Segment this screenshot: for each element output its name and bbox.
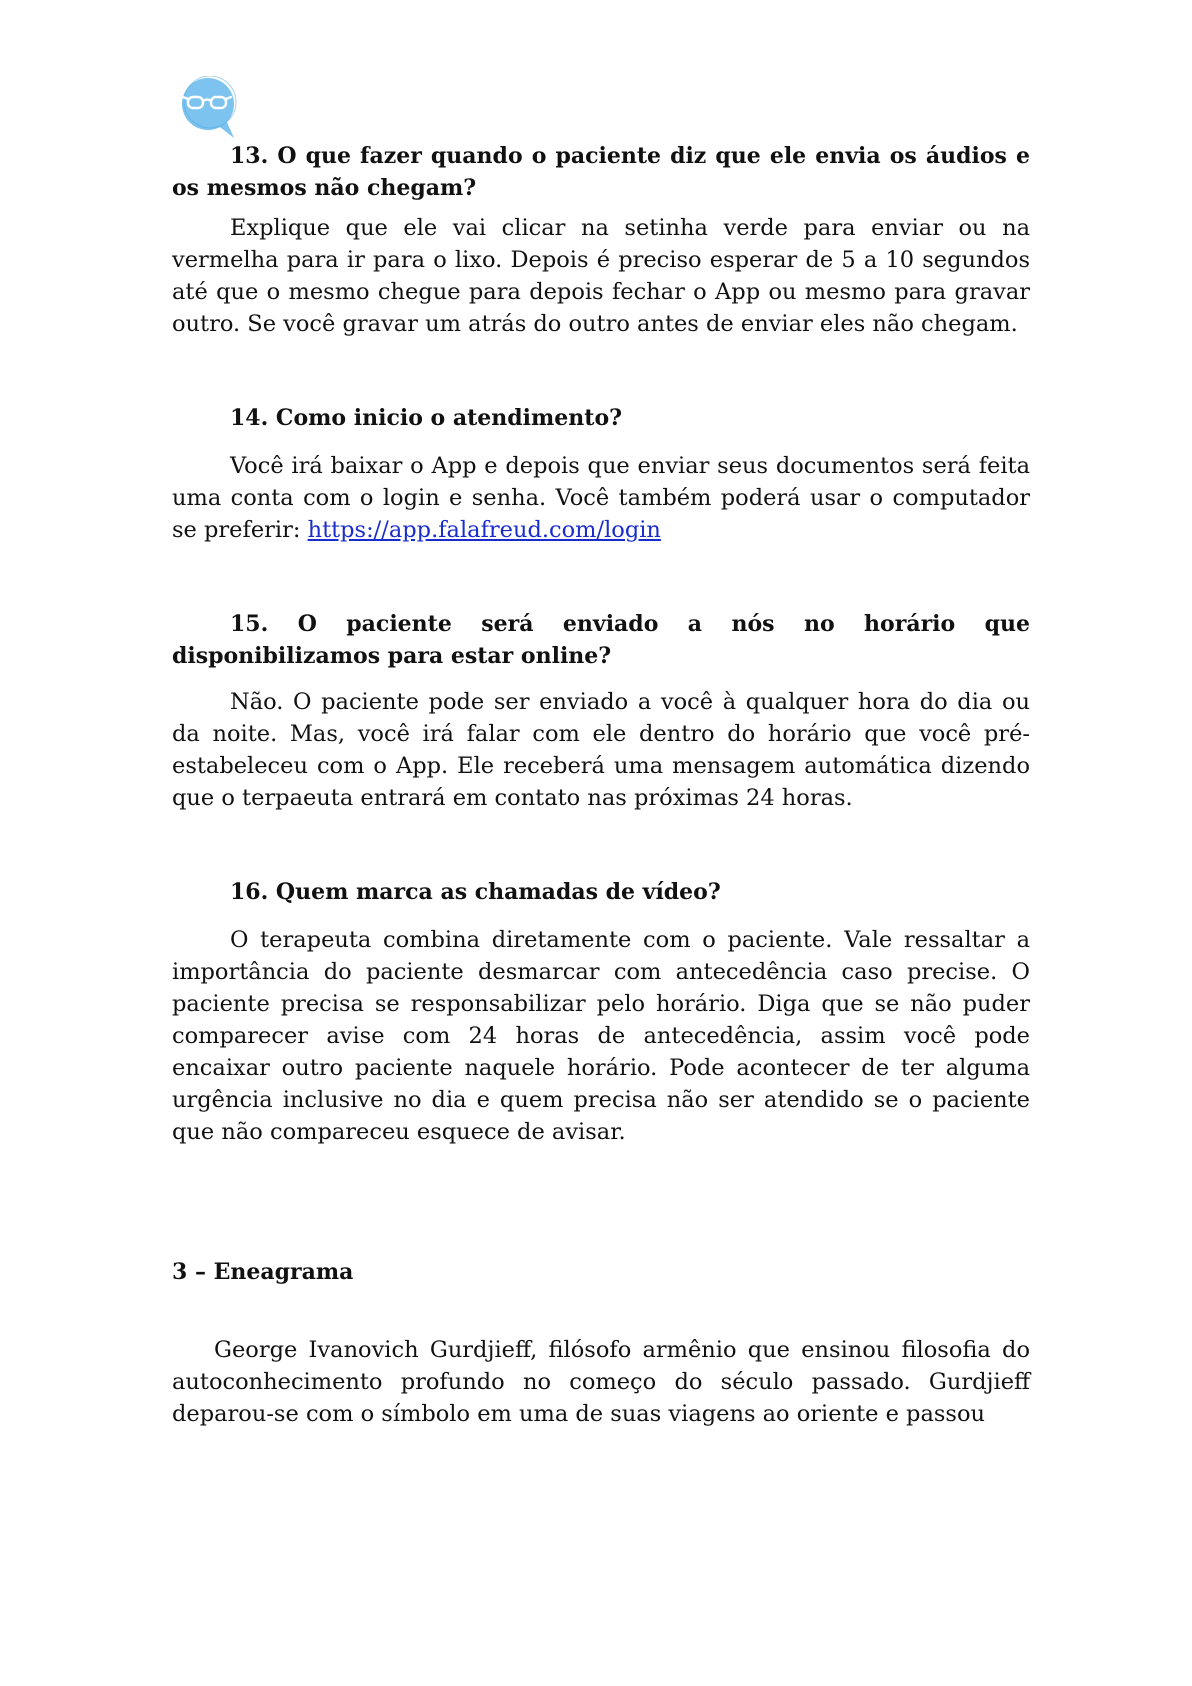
answer-16: O terapeuta combina diretamente com o paciente. Vale ressaltar a importância do paciente desmarcar com antecedência caso precise. O paciente precisa se responsabilizar pelo horário. Diga que se não puder comparecer avise com 24 horas de antecedência, assim você pode encaixar outro paciente naquele horário. Pode acontecer de ter alguma urgência inclusive no dia e quem precisa não ser atendido se o paciente que não compareceu esquece de avisar. [172, 927, 1030, 1145]
section-title: 3 – Eneagrama [172, 1259, 354, 1285]
answer-14-text: Você irá baixar o App e depois que enviar seus documentos será feita uma conta com o login e senha. Você também poderá usar o computador se preferir: [172, 453, 1030, 543]
answer-13: Explique que ele vai clicar na setinha verde para enviar ou na vermelha para ir para o lixo. Depois é preciso esperar de 5 a 10 segundos até que o mesmo chegue para depois fechar o App ou mesmo para gravar outro. Se você gravar um atrás do outro antes de enviar eles não chegam. [172, 215, 1030, 337]
speech-bubble-glasses-icon [176, 76, 244, 140]
question-15: 15. O paciente será enviado a nós no horário que disponibilizamos para estar online? [172, 611, 1030, 669]
question-13: 13. O que fazer quando o paciente diz que ele envia os áudios e os mesmos não chegam? [172, 143, 1030, 201]
answer-14 [172, 450, 1030, 546]
question-16: 16. Quem marca as chamadas de vídeo? [230, 879, 721, 905]
question-14: 14. Como inicio o atendimento? [230, 405, 623, 431]
section-paragraph: George Ivanovich Gurdjieff, filósofo armênio que ensinou filosofia do autoconhecimento profundo no começo do século passado. Gurdjieff deparou-se com o símbolo em uma de suas viagens ao oriente e passou [172, 1337, 1030, 1427]
answer-15: Não. O paciente pode ser enviado a você à qualquer hora do dia ou da noite. Mas, você irá falar com ele dentro do horário que você pré-estabeleceu com o App. Ele receberá uma mensagem automática dizendo que o terpaeuta entrará em contato nas próximas 24 horas. [172, 689, 1030, 811]
login-link[interactable]: https://app.falafreud.com/login [307, 517, 661, 543]
